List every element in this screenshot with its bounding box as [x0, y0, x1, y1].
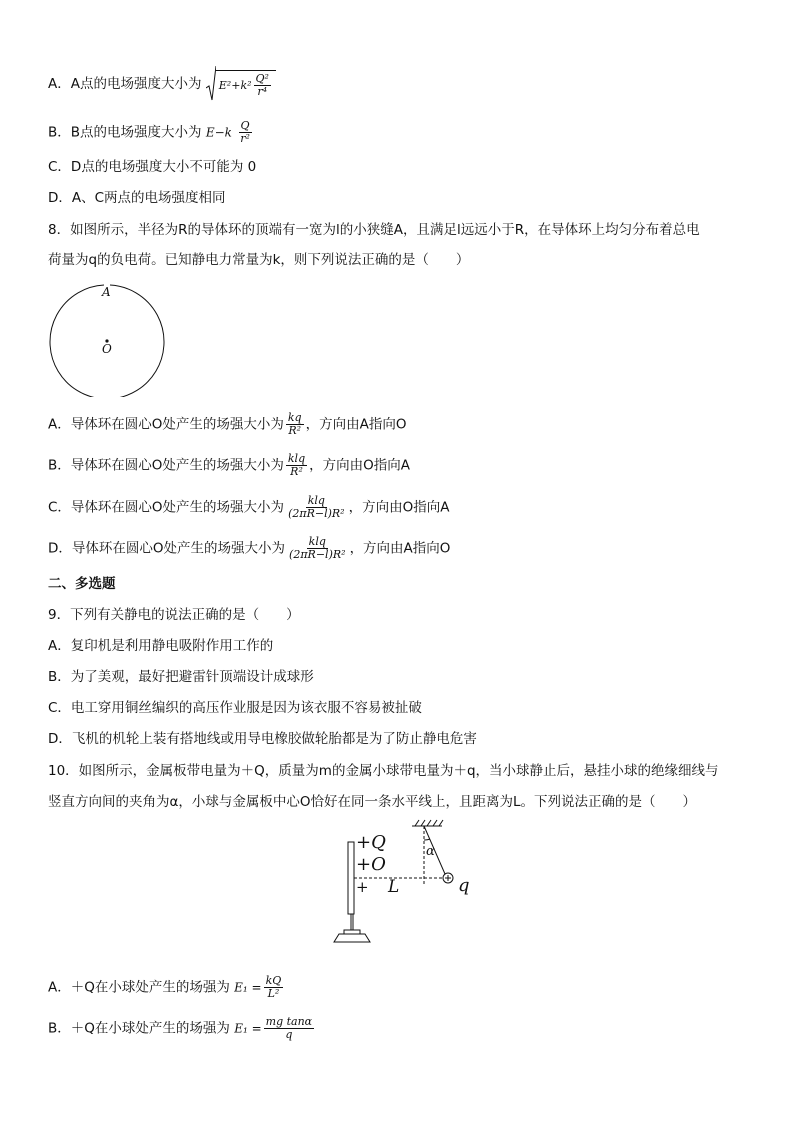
q7-option-a — [48, 66, 276, 102]
q9-option-c: C．电工穿用铜丝编织的高压作业服是因为该衣服不容易被扯破 — [48, 700, 422, 716]
q8-option-d-text: D．导体环在圆心O处产生的场强大小为 — [48, 540, 286, 557]
q8-option-d — [48, 536, 450, 561]
q8-option-c-direction: ，方向由O指向A — [348, 499, 450, 516]
q9-option-a: A．复印机是利用静电吸附作用工作的 — [48, 638, 274, 654]
ball-label-q: q — [458, 875, 470, 896]
q7-option-b-pre: E−k — [205, 125, 232, 140]
q7-option-c: C．D点的电场强度大小不可能为 0 — [48, 159, 257, 175]
q8-option-b — [48, 453, 410, 478]
distance-label-l: L — [388, 877, 400, 897]
q8-ring-figure — [48, 282, 168, 397]
q10-option-a — [48, 975, 285, 1000]
q8-option-d-direction: ，方向由A指向O — [349, 540, 451, 557]
q10-option-b-den: q — [285, 1028, 293, 1041]
conducting-ring-diagram — [48, 282, 168, 397]
q7-option-a-inner: E²+k² — [218, 78, 252, 92]
q8-stem-line2: 荷量为q的负电荷。已知静电力常量为k，则下列说法正确的是（ ） — [48, 252, 470, 268]
plate-label-plus-q: +Q — [356, 832, 386, 853]
q7-option-d: D．A、C两点的电场强度相同 — [48, 190, 226, 206]
q9-option-d: D．飞机的机轮上装有搭地线或用导电橡胶做轮胎都是为了防止静电危害 — [48, 731, 477, 747]
section-heading-multiple-choice: 二、多选题 — [48, 576, 116, 592]
q7-option-b-text: B．B点的电场强度大小为 — [48, 124, 202, 141]
q10-option-a-text: A．＋Q在小球处产生的场强为 — [48, 979, 230, 996]
q10-option-a-num: kQ — [265, 974, 282, 987]
angle-label-alpha: α — [426, 844, 435, 859]
plate-label-plus-o: +O — [356, 854, 386, 875]
q8-option-c — [48, 495, 449, 520]
q8-option-b-num: klq — [287, 452, 306, 465]
q8-option-a-num: kq — [287, 411, 302, 424]
q8-option-b-den: R² — [290, 465, 303, 478]
q8-option-b-text: B．导体环在圆心O处产生的场强大小为 — [48, 457, 284, 474]
q7-option-b — [48, 120, 254, 145]
q10-option-a-den: L² — [267, 987, 280, 1000]
q10-stem-line2: 竖直方向间的夹角为α，小球与金属板中心O恰好在同一条水平线上，且距离为L。下列说法正确的是（ ） — [48, 794, 697, 810]
q8-option-d-num: klq — [308, 535, 326, 548]
q10-option-b-num: mg tanα — [265, 1015, 313, 1028]
q8-option-a — [48, 412, 406, 437]
q7-option-b-num: Q — [240, 119, 250, 132]
q7-option-a-text: A．A点的电场强度大小为 — [48, 76, 202, 92]
q8-option-c-text: C．导体环在圆心O处产生的场强大小为 — [48, 499, 285, 516]
q8-option-a-den: R² — [288, 424, 302, 437]
q10-option-b-text: B．＋Q在小球处产生的场强为 — [48, 1020, 230, 1037]
q10-option-a-lhs: E₁ = — [234, 980, 262, 995]
ring-label-a: A — [102, 285, 111, 299]
q7-option-a-den: r⁴ — [257, 85, 268, 98]
q9-stem: 9．下列有关静电的说法正确的是（ ） — [48, 607, 300, 623]
plate-label-plus: + — [356, 878, 369, 896]
q7-option-b-den: r² — [240, 132, 250, 145]
q10-stem-line1: 10．如图所示，金属板带电量为＋Q，质量为m的金属小球带电量为＋q，当小球静止后，悬挂小球的绝缘细线与 — [48, 763, 719, 779]
q9-option-b: B．为了美观，最好把避雷针顶端设计成球形 — [48, 669, 314, 685]
q8-option-a-direction: ，方向由A指向O — [305, 416, 407, 433]
charged-plate-diagram — [320, 818, 480, 948]
q8-option-d-den: (2πR−l)R² — [289, 548, 346, 561]
ring-label-o: O — [102, 342, 112, 356]
q8-option-b-direction: ，方向由O指向A — [309, 457, 410, 474]
q8-option-a-text: A．导体环在圆心O处产生的场强大小为 — [48, 416, 284, 433]
q7-option-a-formula — [206, 66, 276, 102]
radical-sign-icon — [206, 66, 216, 102]
q10-plate-ball-figure — [320, 818, 480, 948]
q10-option-b — [48, 1016, 316, 1041]
q8-option-c-den: (2πR−l)R² — [288, 507, 345, 520]
q8-option-c-num: klq — [307, 494, 325, 507]
q8-stem-line1: 8．如图所示，半径为R的导体环的顶端有一宽为l的小狭缝A，且满足l远远小于R，在导体环上均匀分布着总电 — [48, 222, 700, 238]
q10-option-b-lhs: E₁ = — [234, 1021, 262, 1036]
q7-option-a-num: Q² — [255, 72, 269, 85]
